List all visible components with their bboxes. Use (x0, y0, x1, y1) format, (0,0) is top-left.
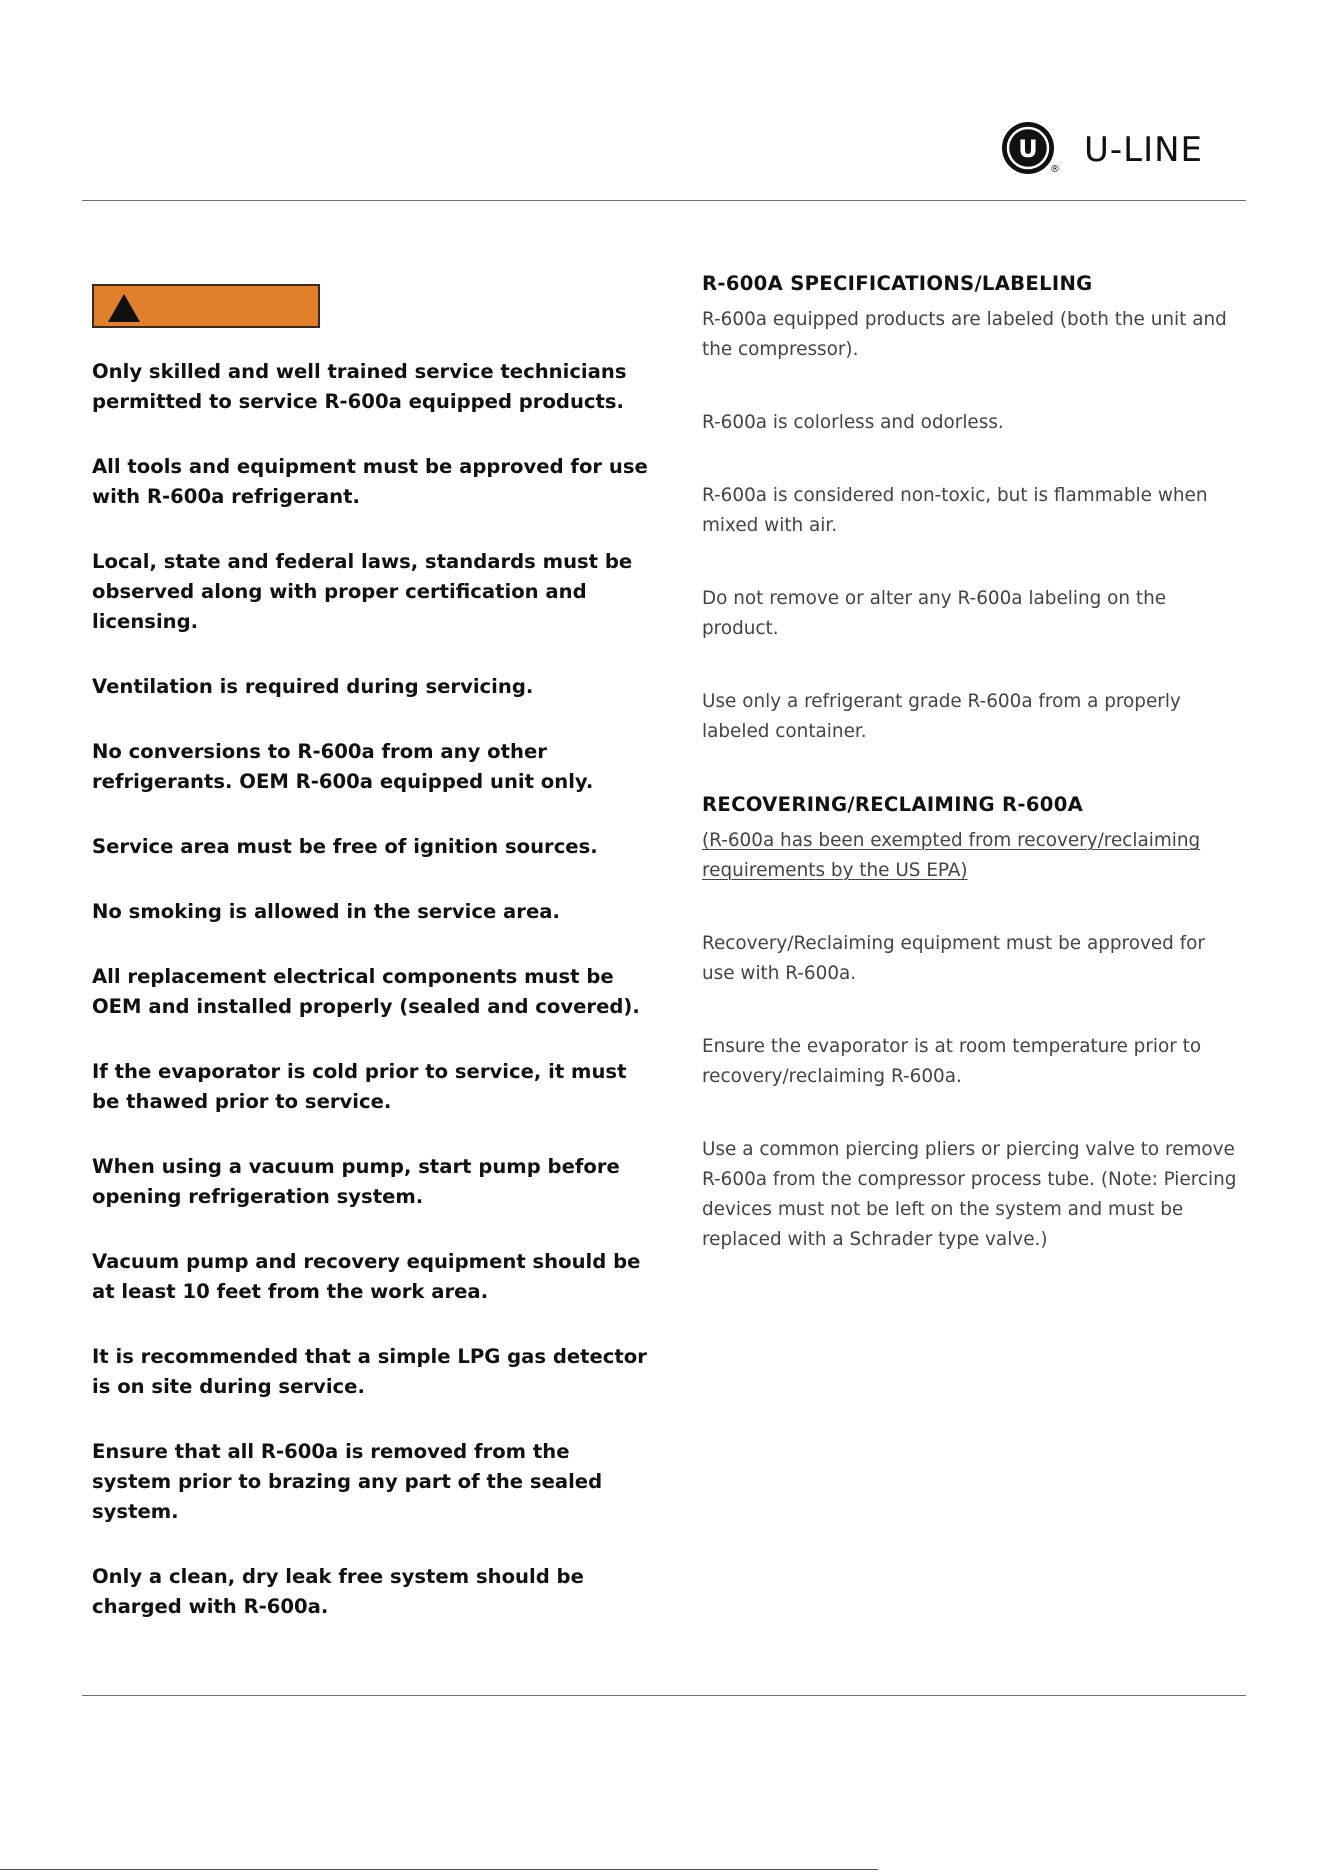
list-item: Only skilled and well trained service technicians permitted to service R-600a equipped products. (92, 360, 627, 413)
recovery-item: Use a common piercing pliers or piercing valve to remove R-600a from the compressor process tube. (Note: Piercing devices must not be left on the system and must be replaced with a Schrader type valve.) (702, 1139, 1237, 1250)
registered-mark: ® (1050, 164, 1060, 175)
list-item: All tools and equipment must be approved for use with R-600a refrigerant. (92, 455, 648, 508)
list-item: All replacement electrical components must be OEM and installed properly (sealed and covered). (92, 965, 640, 1018)
list-item: Only a clean, dry leak free system should be charged with R-600a. (92, 1565, 584, 1618)
warning-triangle-icon (106, 292, 142, 324)
recovery-item: Recovery/Reclaiming equipment must be approved for use with R-600a. (702, 933, 1205, 984)
safety-guidelines-list (92, 357, 652, 1657)
brand-logo (1000, 120, 1203, 180)
list-item: No conversions to R-600a from any other refrigerants. OEM R-600a equipped unit only. (92, 740, 594, 793)
brand-name: U-LINE (1084, 130, 1204, 170)
list-item: Service area must be free of ignition sources. (92, 835, 598, 858)
list-item: When using a vacuum pump, start pump before opening refrigeration system. (92, 1155, 620, 1208)
list-item: No smoking is allowed in the service area. (92, 900, 560, 923)
list-item: Local, state and federal laws, standards must be observed along with proper certification and licensing. (92, 550, 633, 633)
page-edge-line (0, 1869, 878, 1870)
recovery-item: Ensure the evaporator is at room temperature prior to recovery/reclaiming R-600a. (702, 1036, 1202, 1087)
spec-item: R-600a is colorless and odorless. (702, 412, 1004, 433)
warning-label (92, 284, 320, 328)
spec-item: R-600a equipped products are labeled (both the unit and the compressor). (702, 309, 1227, 360)
list-item: Ensure that all R-600a is removed from the system prior to brazing any part of the sealed system. (92, 1440, 603, 1523)
logo-letter: U (1018, 135, 1038, 163)
spec-item: Use only a refrigerant grade R-600a from a properly labeled container. (702, 691, 1181, 742)
header-divider (82, 200, 1246, 201)
list-item: If the evaporator is cold prior to service, it must be thawed prior to service. (92, 1060, 627, 1113)
spec-item: R-600a is considered non-toxic, but is flammable when mixed with air. (702, 485, 1208, 536)
recovering-heading: RECOVERING/RECLAIMING R-600A (702, 793, 1084, 816)
footer-divider (82, 1695, 1246, 1696)
list-item: Ventilation is required during servicing. (92, 675, 534, 698)
list-item: Vacuum pump and recovery equipment should be at least 10 feet from the work area. (92, 1250, 641, 1303)
u-line-logo-icon (1000, 120, 1060, 180)
spec-item: Do not remove or alter any R-600a labeling on the product. (702, 588, 1167, 639)
specifications-heading: R-600A SPECIFICATIONS/LABELING (702, 272, 1093, 295)
specifications-column (702, 269, 1242, 1298)
epa-exemption-note: (R-600a has been exempted from recovery/reclaiming requirements by the US EPA) (702, 830, 1201, 881)
list-item: It is recommended that a simple LPG gas detector is on site during service. (92, 1345, 647, 1398)
